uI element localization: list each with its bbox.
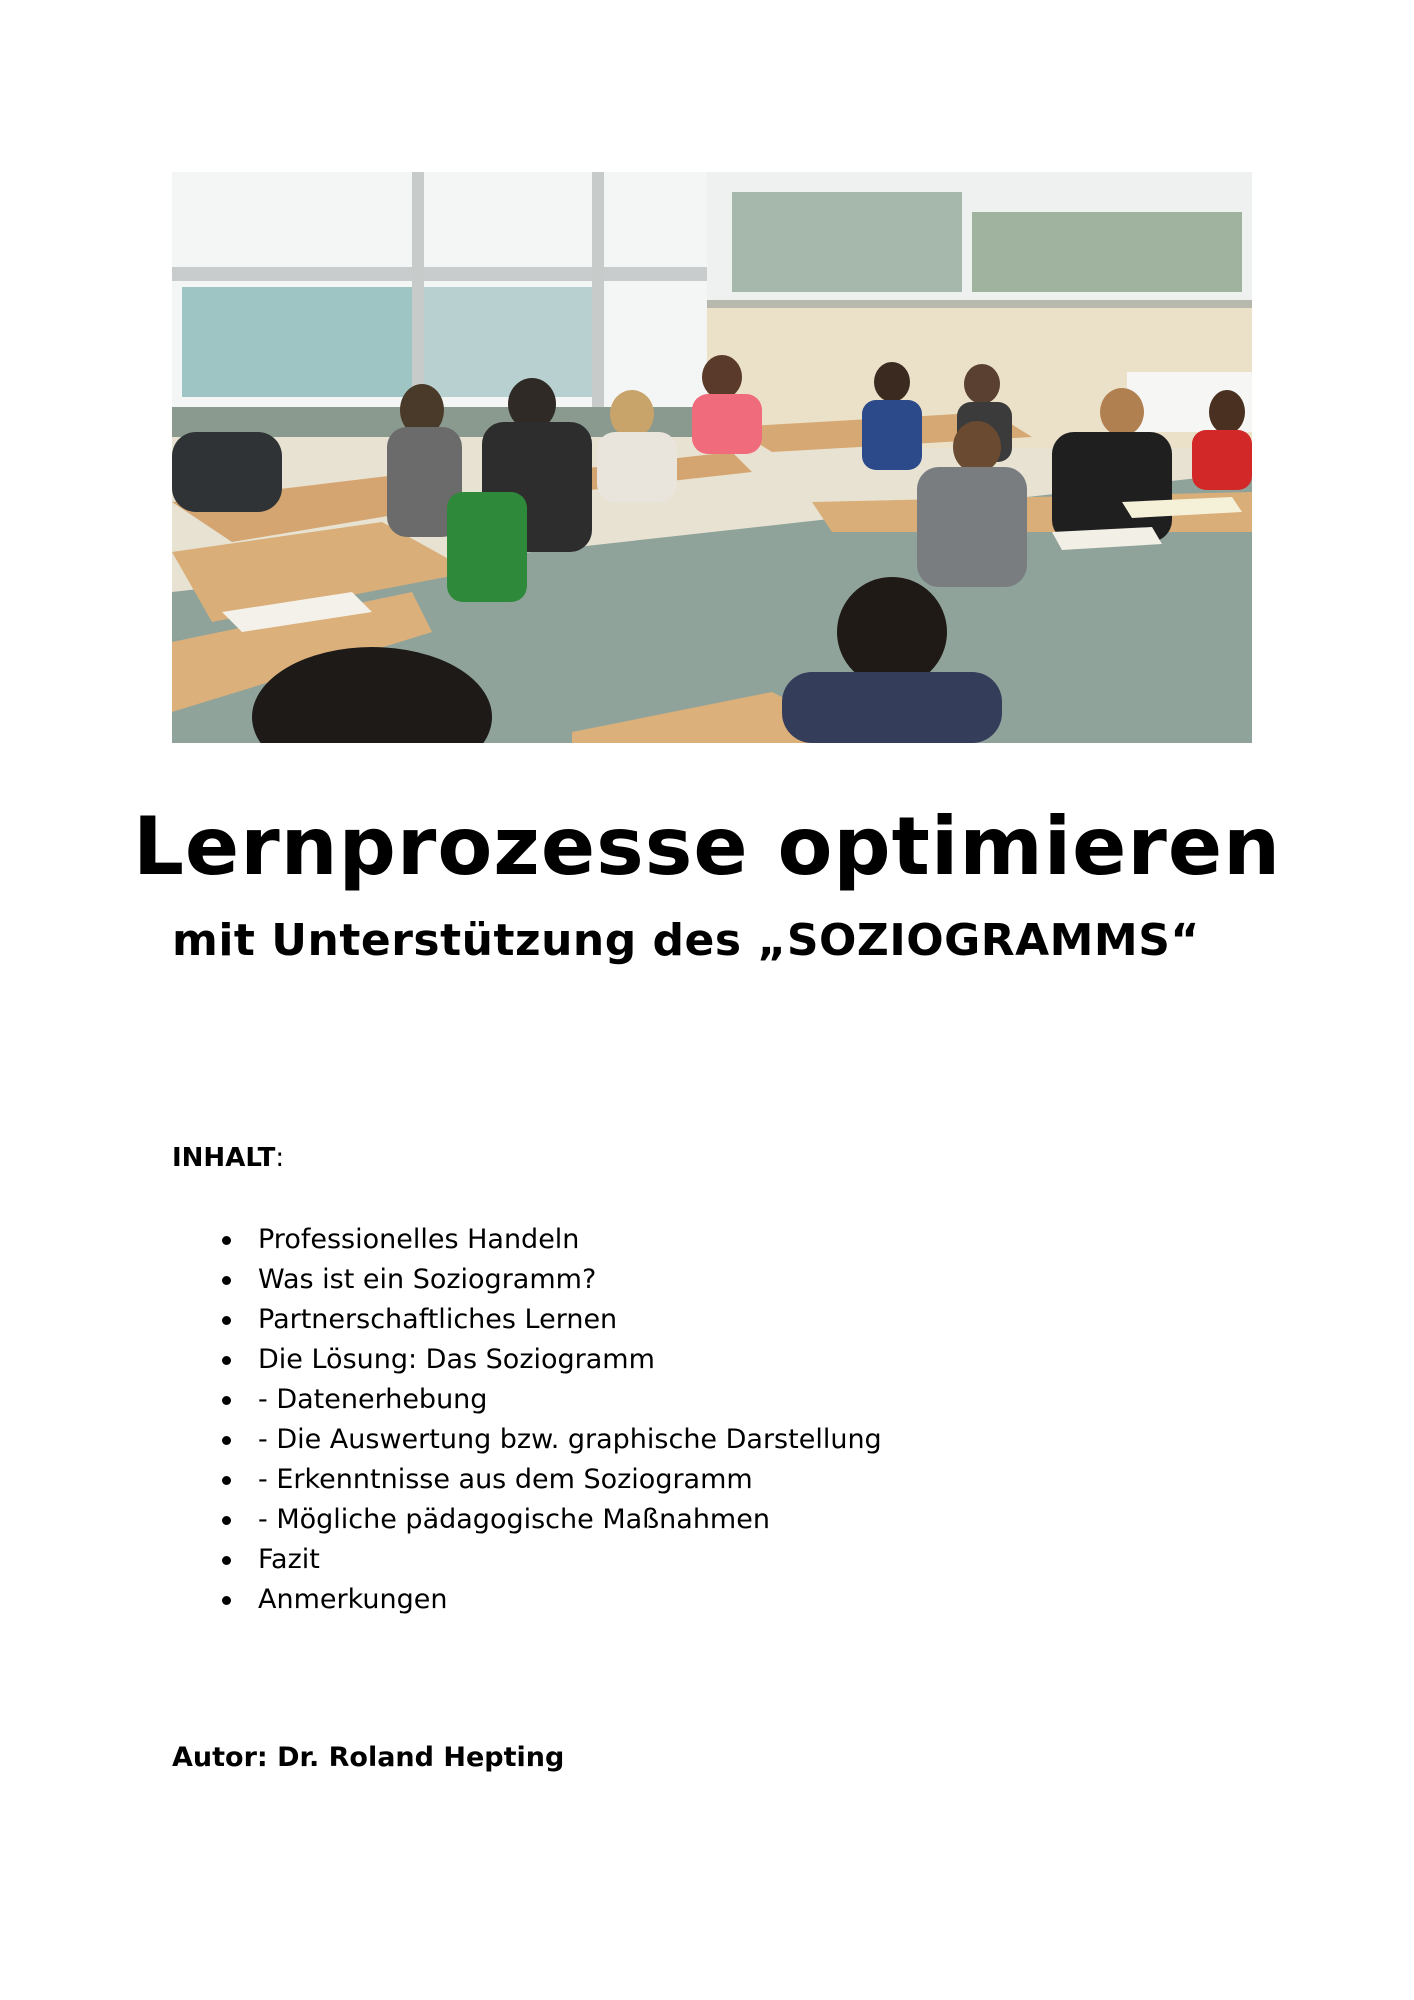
toc-item	[222, 1340, 882, 1380]
bullet-icon	[222, 1236, 231, 1245]
document-title: Lernprozesse optimieren	[132, 800, 1282, 893]
toc-item	[222, 1500, 882, 1540]
bullet-icon	[222, 1316, 231, 1325]
document-subtitle: mit Unterstützung des „SOZIOGRAMMS“	[172, 915, 1200, 966]
toc-item	[222, 1380, 882, 1420]
toc-item-label: Fazit	[258, 1544, 320, 1575]
bullet-icon	[222, 1356, 231, 1365]
classroom-photo-illustration	[172, 172, 1252, 743]
author-line: Autor: Dr. Roland Hepting	[172, 1742, 565, 1773]
toc-item-label: - Datenerhebung	[258, 1384, 488, 1415]
toc-item	[222, 1420, 882, 1460]
toc-item-label: Was ist ein Soziogramm?	[258, 1264, 597, 1295]
bullet-icon	[222, 1596, 231, 1605]
bullet-icon	[222, 1476, 231, 1485]
toc-item	[222, 1460, 882, 1500]
toc-item	[222, 1260, 882, 1300]
toc-item	[222, 1540, 882, 1580]
toc-item	[222, 1300, 882, 1340]
bullet-icon	[222, 1276, 231, 1285]
toc-item-label: Anmerkungen	[258, 1584, 448, 1615]
toc-item-label: Partnerschaftliches Lernen	[258, 1304, 618, 1335]
toc-heading-label: INHALT	[172, 1143, 276, 1173]
table-of-contents	[222, 1220, 882, 1620]
toc-item-label: - Die Auswertung bzw. graphische Darstellung	[258, 1424, 882, 1455]
toc-item	[222, 1220, 882, 1260]
bullet-icon	[222, 1436, 231, 1445]
toc-item-label: - Mögliche pädagogische Maßnahmen	[258, 1504, 770, 1535]
toc-heading	[172, 1143, 284, 1173]
toc-heading-colon: :	[275, 1143, 285, 1173]
classroom-photo	[172, 172, 1252, 743]
bullet-icon	[222, 1556, 231, 1565]
toc-item-label: Die Lösung: Das Soziogramm	[258, 1344, 655, 1375]
toc-item	[222, 1580, 882, 1620]
toc-item-label: - Erkenntnisse aus dem Soziogramm	[258, 1464, 753, 1495]
bullet-icon	[222, 1516, 231, 1525]
bullet-icon	[222, 1396, 231, 1405]
toc-item-label: Professionelles Handeln	[258, 1224, 580, 1255]
